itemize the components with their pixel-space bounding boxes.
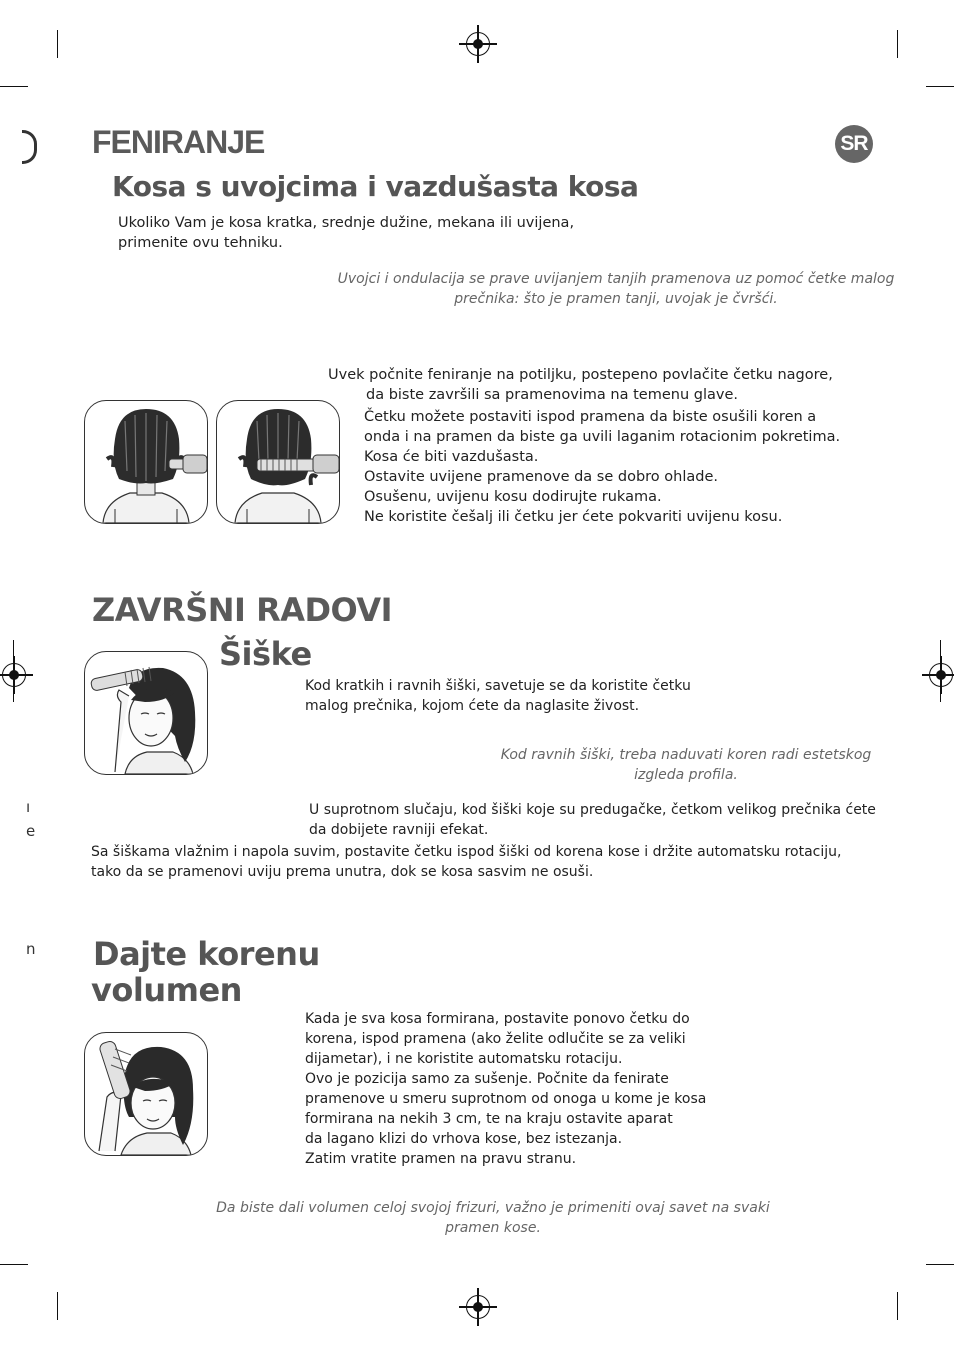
step-line: Osušenu, uvijenu kosu dodirujte rukama.: [364, 489, 662, 505]
crop-mark: [897, 30, 898, 58]
language-badge: SR: [835, 125, 873, 163]
note-line: Kod ravnih šiški, treba naduvati koren radi estetskog: [500, 747, 872, 763]
edge-bracket-icon: [22, 130, 37, 164]
step-line: onda i na pramen da biste ga uvili laganim rotacionim pokretima.: [364, 429, 841, 445]
step-line: Kosa će biti vazdušasta.: [364, 449, 539, 465]
crop-mark: [897, 1292, 898, 1320]
registration-mark-icon: [2, 663, 26, 687]
fringe-text-1: [305, 676, 691, 716]
section-title: ZAVRŠNI RADOVI: [92, 591, 393, 629]
note-line: Da biste dali volumen celoj svojoj frizuri, važno je primeniti ovaj savet na svaki: [216, 1200, 770, 1216]
steps-list: [364, 407, 840, 527]
intro-line: Ukoliko Vam je kosa kratka, srednje dužine, mekana ili uvijena,: [118, 215, 575, 231]
illustration-fringe: [84, 651, 208, 775]
text-line: Kada je sva kosa formirana, postavite ponovo četku do: [305, 1011, 690, 1027]
tip-note: [330, 269, 902, 309]
title-line: volumen: [91, 971, 242, 1009]
intro-text: [118, 213, 574, 253]
intro-line: primenite ovu tehniku.: [118, 235, 283, 251]
steps-lead-line: da biste završili sa pramenovima na temenu glave.: [366, 387, 738, 403]
registration-mark-icon: [466, 1295, 490, 1319]
text-line: Ovo je pozicija samo za sušenje. Počnite da fenirate: [305, 1071, 669, 1087]
fringe-note: [500, 745, 872, 785]
text-line: pramenove u smeru suprotnom od onoga u kome je kosa: [305, 1091, 707, 1107]
text-line: U suprotnom slučaju, kod šiški koje su predugačke, četkom velikog prečnika ćete: [309, 802, 876, 818]
fringe-text-3: [91, 842, 841, 882]
note-line: prečnika: što je pramen tanji, uvojak je čvršći.: [454, 291, 778, 307]
edge-char: ı: [26, 798, 31, 816]
text-line: korena, ispod pramena (ako želite odlučite se za veliki: [305, 1031, 686, 1047]
crop-mark: [926, 1264, 954, 1265]
edge-char: e: [26, 822, 36, 840]
crop-mark: [0, 86, 28, 87]
section-title: FENIRANJE: [92, 124, 265, 160]
note-line: pramen kose.: [445, 1220, 541, 1236]
text-line: Zatim vratite pramen na pravu stranu.: [305, 1151, 577, 1167]
text-line: Sa šiškama vlažnim i napola suvim, postavite četku ispod šiški od korena kose i držite automatsku rotaciju,: [91, 844, 842, 860]
fringe-text-2: [309, 800, 876, 840]
illustration-back-head-1: [84, 400, 208, 524]
steps-lead: [328, 365, 833, 405]
text-line: tako da se pramenovi uviju prema unutra, dok se kosa sasvim ne osuši.: [91, 864, 594, 880]
crop-mark: [0, 1264, 28, 1265]
crop-mark: [57, 30, 58, 58]
text-line: dijametar), i ne koristite automatsku rotaciju.: [305, 1051, 623, 1067]
registration-mark-icon: [466, 32, 490, 56]
root-volume-note: [200, 1198, 786, 1238]
steps-lead-line: Uvek počnite feniranje na potiljku, postepeno povlačite četku nagore,: [328, 367, 833, 383]
root-volume-text: [305, 1009, 706, 1169]
section-subtitle: Šiške: [219, 635, 312, 673]
step-line: Ostavite uvijene pramenove da se dobro ohlade.: [364, 469, 718, 485]
text-line: formirana na nekih 3 cm, te na kraju ostavite aparat: [305, 1111, 673, 1127]
section-subtitle: Kosa s uvojcima i vazdušasta kosa: [112, 170, 639, 203]
text-line: Kod kratkih i ravnih šiški, savetuje se da koristite četku: [305, 678, 691, 694]
step-line: Četku možete postaviti ispod pramena da biste osušili koren a: [364, 409, 817, 425]
illustration-root-volume: [84, 1032, 208, 1156]
note-line: izgleda profila.: [634, 767, 738, 783]
edge-char: n: [26, 940, 36, 958]
title-line: Dajte korenu: [93, 935, 320, 973]
step-line: Ne koristite češalj ili četku jer ćete pokvariti uvijenu kosu.: [364, 509, 783, 525]
text-line: da lagano klizi do vrhova kose, bez istezanja.: [305, 1131, 623, 1147]
section-title: [93, 936, 320, 1008]
text-line: malog prečnika, kojom ćete da naglasite živost.: [305, 698, 640, 714]
crop-mark: [57, 1292, 58, 1320]
registration-mark-icon: [929, 663, 953, 687]
note-line: Uvojci i ondulacija se prave uvijanjem tanjih pramenova uz pomoć četke malog: [337, 271, 895, 287]
illustration-back-head-2: [216, 400, 340, 524]
crop-mark: [926, 86, 954, 87]
text-line: da dobijete ravniji efekat.: [309, 822, 489, 838]
